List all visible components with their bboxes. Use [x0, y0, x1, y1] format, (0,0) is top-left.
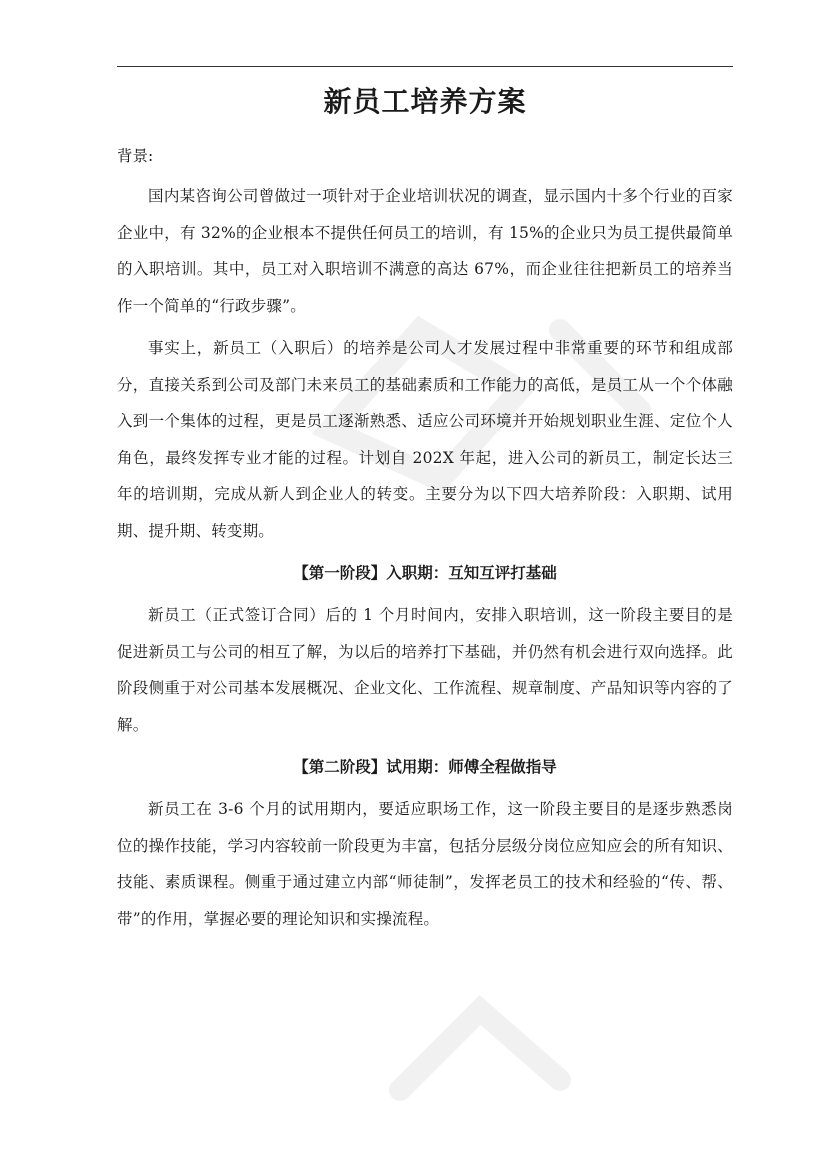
document-body [117, 80, 733, 943]
header-rule [117, 66, 733, 67]
intro-paragraph-1: 国内某咨询公司曾做过一项针对于企业培训状况的调查，显示国内十多个行业的百家企业中，有 32%的企业根本不提供任何员工的培训，有 15%的企业只为员工提供最简单的入职培训。其中，员工对入职培训不满意的高达 67%，而企业往往把新员工的培养当作一个简单的“行政步骤”。 [117, 187, 733, 315]
page-title: 新员工培养方案 [323, 85, 527, 118]
section-paragraph-stage-2: 新员工在 3-6 个月的试用期内，要适应职场工作，这一阶段主要目的是逐步熟悉岗位的操作技能，学习内容较前一阶段更为丰富，包括分层级分岗位应知应会的所有知识、技能、素质课程。侧重于通过建立内部“师徒制”，发挥老员工的技术和经验的“传、帮、带”的作用，掌握必要的理论知识和实操流程。 [117, 800, 733, 928]
background-label: 背景: [117, 147, 154, 165]
section-paragraph-stage-1: 新员工（正式签订合同）后的 1 个月时间内，安排入职培训，这一阶段主要目的是促进新员工与公司的相互了解，为以后的培养打下基础，并仍然有机会进行双向选择。此阶段侧重于对公司基本发展概况、企业文化、工作流程、规章制度、产品知识等内容的了解。 [117, 606, 733, 734]
intro-paragraph-2: 事实上，新员工（入职后）的培养是公司人才发展过程中非常重要的环节和组成部分，直接关系到公司及部门未来员工的基础素质和工作能力的高低，是员工从一个个体融入到一个集体的过程，更是员工逐渐熟悉、适应公司环境并开始规划职业生涯、定位个人角色，最终发挥专业才能的过程。计划自 202X 年起，进入公司的新员工，制定长达三年的培训期，完成从新人到企业人的转变。主要分为以下四大培养阶段：入职期、试用期、提升期、转变期。 [117, 339, 733, 540]
section-heading-stage-2: 【第二阶段】试用期：师傅全程做指导 [293, 757, 557, 776]
section-heading-stage-1: 【第一阶段】入职期：互知互评打基础 [293, 563, 557, 582]
